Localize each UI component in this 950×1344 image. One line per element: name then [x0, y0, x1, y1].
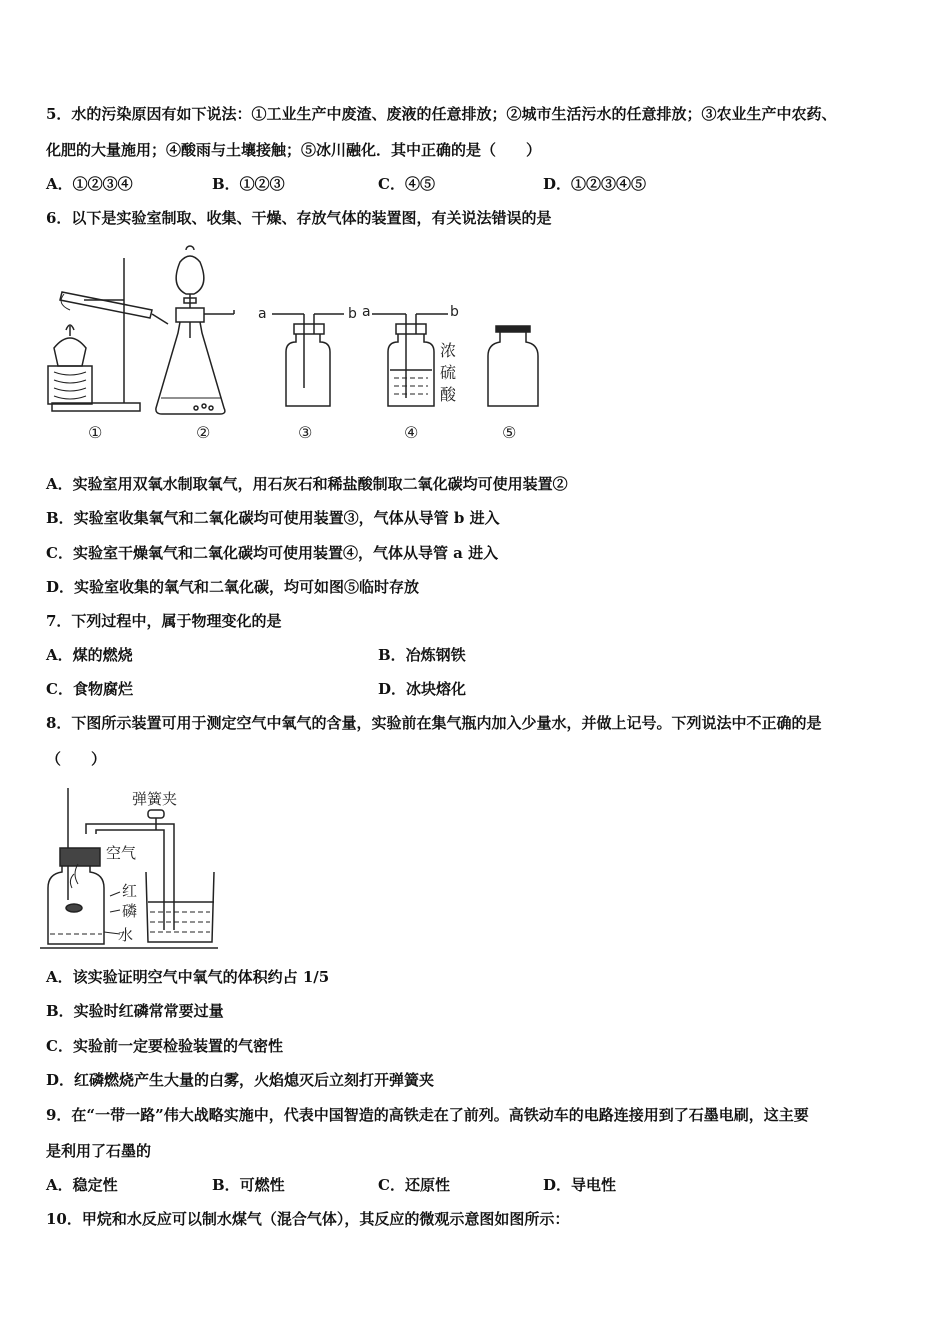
- apparatus-3-tube-a-label: a: [258, 306, 267, 322]
- apparatus-label-5: ⑤: [502, 423, 517, 442]
- q5-stem-line2: 化肥的大量施用；④酸雨与土壤接触；⑤冰川融化．其中正确的是（ ）: [46, 141, 542, 159]
- q6-option-a: A．实验室用双氧水制取氧气，用石灰石和稀盐酸制取二氧化碳均可使用装置②: [46, 475, 568, 493]
- q8-stem-line2: （ ）: [46, 750, 107, 768]
- phosphorus-label-char-2: 磷: [122, 902, 138, 920]
- q7-option-c: C．食物腐烂: [46, 680, 133, 698]
- q8-option-c: C．实验前一定要检验装置的气密性: [46, 1037, 283, 1055]
- apparatus-5-sealed-bottle: [488, 326, 538, 406]
- acid-label-char-2: 硫: [440, 363, 457, 382]
- q8-apparatus-figure: [40, 784, 230, 952]
- q5-option-c: C．④⑤: [378, 175, 435, 193]
- q9-stem-line1: 9．在“一带一路”伟大战略实施中，代表中国智造的高铁走在了前列。高铁动车的电路连接用到了石墨电刷，这主要: [46, 1106, 809, 1124]
- air-label: 空气: [106, 844, 137, 862]
- q5-option-b: B．①②③: [212, 175, 285, 193]
- q10-stem: 10．甲烷和水反应可以制水煤气（混合气体），其反应的微观示意图如图所示：: [46, 1210, 570, 1228]
- q5-option-d: D．①②③④⑤: [543, 175, 647, 193]
- apparatus-label-3: ③: [298, 423, 313, 442]
- q7-option-b: B．冶炼钢铁: [378, 646, 466, 664]
- q6-option-c: C．实验室干燥氧气和二氧化碳均可使用装置④，气体从导管 a 进入: [46, 544, 499, 562]
- water-label: 水: [118, 926, 134, 944]
- q9-stem-line2: 是利用了石墨的: [46, 1142, 152, 1160]
- q8-option-a: A．该实验证明空气中氧气的体积约占 1/5: [46, 968, 330, 986]
- q5-stem-line1: 5．水的污染原因有如下说法：①工业生产中废渣、废液的任意排放；②城市生活污水的任意排放；③农业生产中农药、: [46, 105, 837, 123]
- apparatus-label-2: ②: [196, 423, 211, 442]
- q9-option-c: C．还原性: [378, 1176, 450, 1194]
- apparatus-4-tube-a-label: a: [362, 304, 371, 320]
- q9-option-a: A．稳定性: [46, 1176, 118, 1194]
- q8-option-d: D．红磷燃烧产生大量的白雾，火焰熄灭后立刻打开弹簧夹: [46, 1071, 435, 1089]
- phosphorus-label-char-1: 红: [122, 882, 138, 900]
- q8-option-b: B．实验时红磷常常要过量: [46, 1002, 224, 1020]
- q9-option-b: B．可燃性: [212, 1176, 285, 1194]
- apparatus-3-gas-bottle: [272, 314, 344, 406]
- q9-option-d: D．导电性: [543, 1176, 617, 1194]
- q6-stem: 6．以下是实验室制取、收集、干燥、存放气体的装置图，有关说法错误的是: [46, 209, 552, 227]
- apparatus-4-wash-bottle: [372, 314, 448, 406]
- acid-label-char-1: 浓: [440, 341, 457, 360]
- q6-option-d: D．实验室收集的氧气和二氧化碳，均可如图⑤临时存放: [46, 578, 420, 596]
- clamp-label: 弹簧夹: [132, 790, 178, 808]
- q8-stem-line1: 8．下图所示装置可用于测定空气中氧气的含量，实验前在集气瓶内加入少量水，并做上记号。下列说法中不正确的是: [46, 714, 822, 732]
- apparatus-label-4: ④: [404, 423, 419, 442]
- q6-apparatus-figure: [44, 238, 564, 448]
- acid-label-char-3: 酸: [440, 385, 457, 404]
- apparatus-4-tube-b-label: b: [450, 304, 459, 320]
- q5-option-a: A．①②③④: [46, 175, 133, 193]
- apparatus-2-conical-flask: [156, 246, 234, 414]
- apparatus-1-heating-setup: [48, 258, 168, 411]
- q7-stem: 7．下列过程中，属于物理变化的是: [46, 612, 282, 630]
- apparatus-label-1: ①: [88, 423, 103, 442]
- apparatus-3-tube-b-label: b: [348, 306, 357, 322]
- q7-option-a: A．煤的燃烧: [46, 646, 133, 664]
- q7-option-d: D．冰块熔化: [378, 680, 467, 698]
- q6-option-b: B．实验室收集氧气和二氧化碳均可使用装置③，气体从导管 b 进入: [46, 509, 500, 527]
